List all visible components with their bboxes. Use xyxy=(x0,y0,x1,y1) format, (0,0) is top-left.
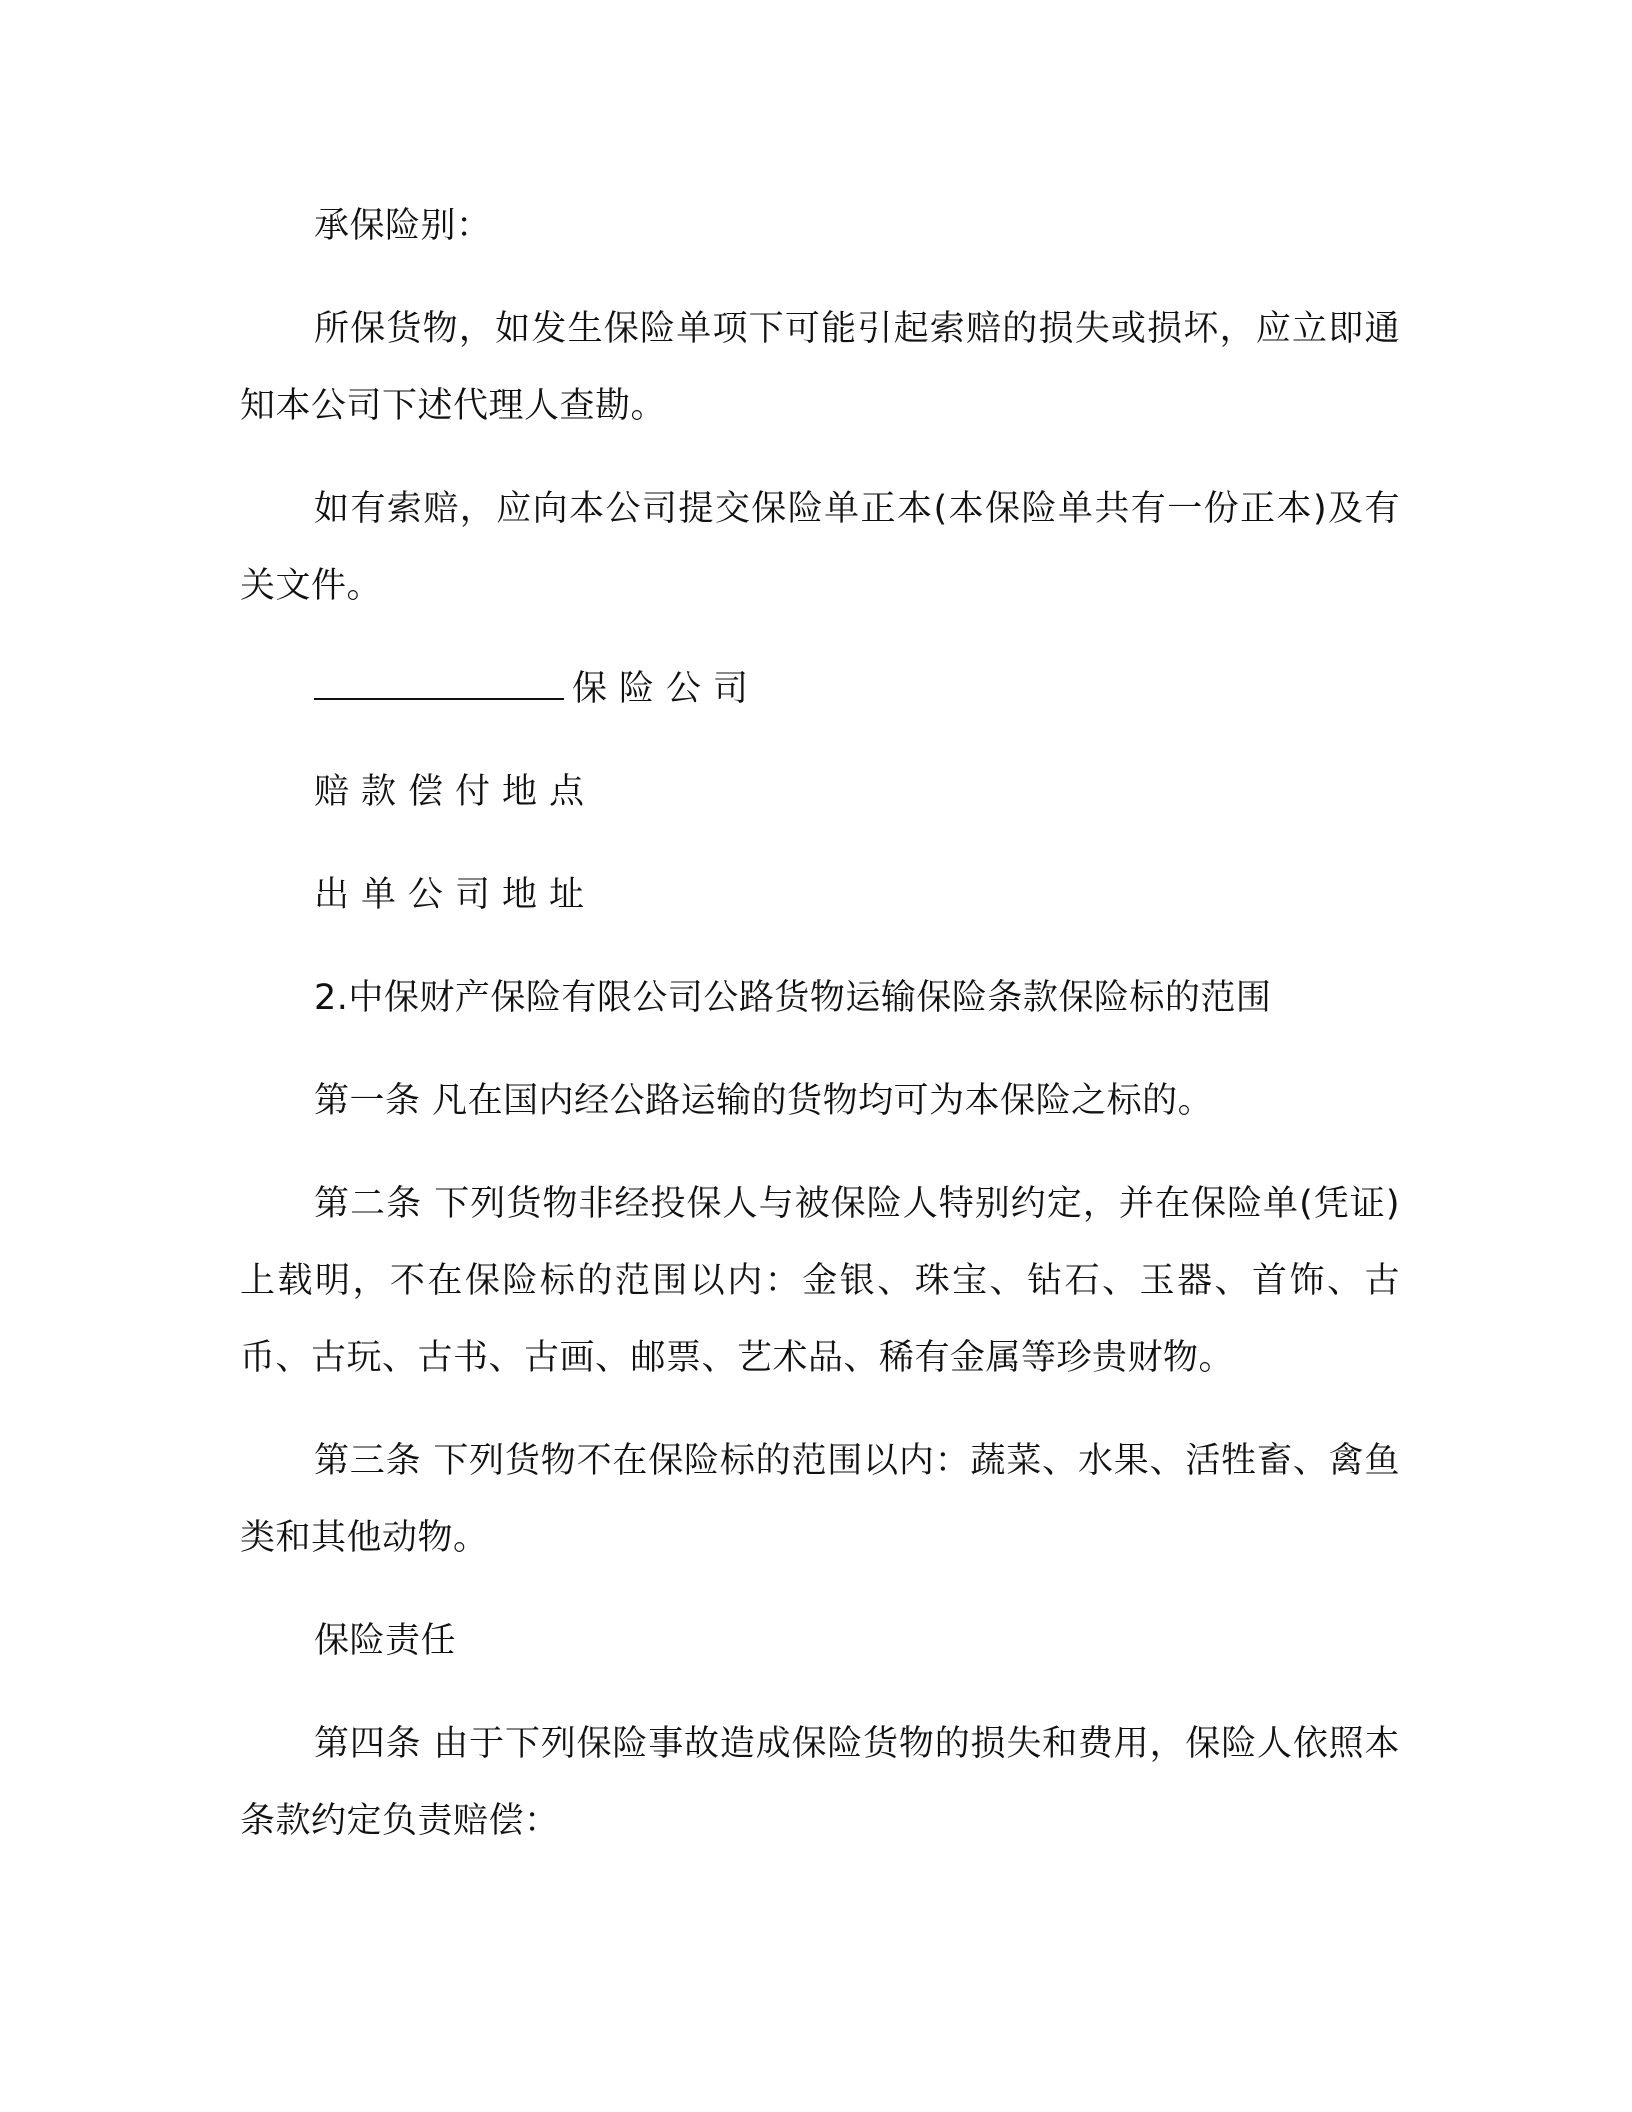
article-2: 第二条 下列货物非经投保人与被保险人特别约定，并在保险单(凭证)上载明，不在保险标的范围以内：金银、珠宝、钻石、玉器、首饰、古币、古玩、古书、古画、邮票、艺术品、稀有金属等珍贵财物。 xyxy=(240,1184,1400,1378)
document-body xyxy=(240,188,1400,1860)
spacer xyxy=(240,1037,1400,1063)
spacer xyxy=(240,1577,1400,1603)
spacer xyxy=(240,934,1400,960)
article-3: 第三条 下列货物不在保险标的范围以内：蔬菜、水果、活牲畜、禽鱼类和其他动物。 xyxy=(240,1441,1400,1558)
paragraph-notify-agent: 所保货物，如发生保险单项下可能引起索赔的损失或损坏，应立即通知本公司下述代理人查勘。 xyxy=(240,309,1400,426)
spacer xyxy=(240,445,1400,471)
paragraph-coverage-type: 承保险别： xyxy=(314,206,492,246)
article-1: 第一条 凡在国内经公路运输的货物均可为本保险之标的。 xyxy=(314,1081,1214,1121)
paragraph-claim-documents: 如有索赔，应向本公司提交保险单正本(本保险单共有一份正本)及有关文件。 xyxy=(240,489,1400,606)
paragraph-claim-payment-place: 赔款偿付地点 xyxy=(314,772,597,812)
spacer xyxy=(240,1140,1400,1166)
spacer xyxy=(240,265,1400,291)
company-name-blank-line xyxy=(314,668,564,700)
spacer xyxy=(240,728,1400,754)
insurance-company-label: 保险公司 xyxy=(572,669,761,709)
paragraph-issuing-office-address: 出单公司地址 xyxy=(314,875,597,915)
section-heading-liability: 保险责任 xyxy=(314,1621,457,1661)
paragraph-insurance-company xyxy=(240,651,1400,728)
spacer xyxy=(240,1397,1400,1423)
spacer xyxy=(240,831,1400,857)
spacer xyxy=(240,1680,1400,1706)
article-4: 第四条 由于下列保险事故造成保险货物的损失和费用，保险人依照本条款约定负责赔偿： xyxy=(240,1724,1400,1841)
spacer xyxy=(240,625,1400,651)
section-heading-scope: 2.中保财产保险有限公司公路货物运输保险条款保险标的范围 xyxy=(314,978,1272,1018)
